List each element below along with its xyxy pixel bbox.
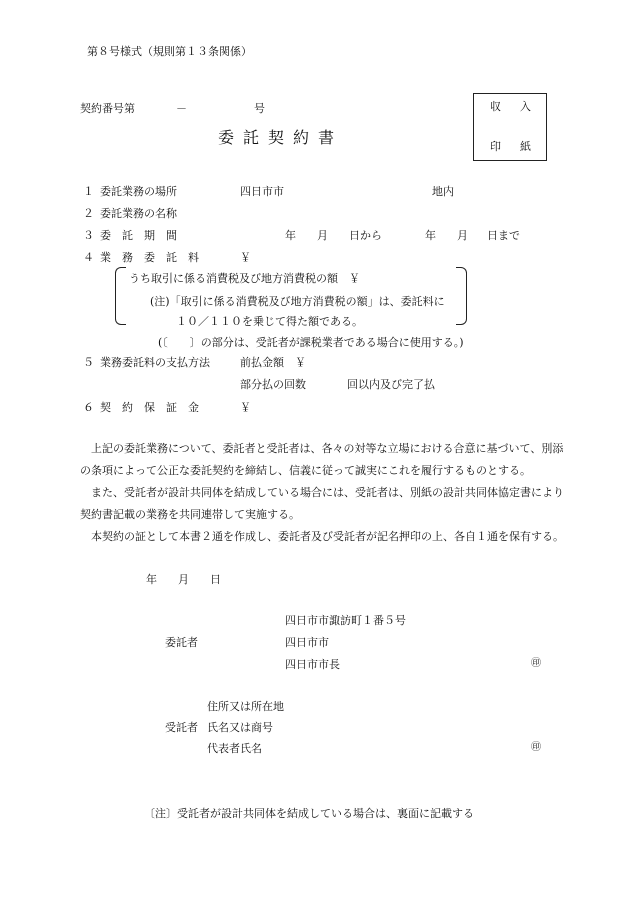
consignor-label: 委託者 [165,636,198,649]
consignor-address: 四日市市諏訪町１番５号 [285,614,406,627]
item-label-location: 委託業務の場所 [100,185,177,198]
item-label-period: 委 託 期 間 [100,229,177,242]
date-day: 日 [210,573,221,586]
fee-yen-sign: ￥ [240,251,251,264]
prepayment-amount: 前払金額 ￥ [240,356,306,369]
tax-note-line-1: (注)「取引に係る消費税及び地方消費税の額」は、委託料に [150,295,445,308]
seal-mark: ㊞ [531,658,541,669]
consignee-address-label: 住所又は所在地 [207,700,284,713]
period-from: 日から [349,229,382,242]
stamp-char: 紙 [520,140,531,153]
contract-number-label: 契約番号第 [80,102,135,115]
item-number: ５ [83,356,94,369]
seal-mark: ㊞ [531,742,541,753]
item-label-payment: 業務委託料の支払方法 [100,356,210,369]
period-until: 日まで [487,229,520,242]
item-label-fee: 業 務 委 託 料 [100,251,199,264]
consignor-name: 四日市市 [285,636,329,649]
stamp-char: 収 [490,100,501,113]
tax-amount-line: うち取引に係る消費税及び地方消費税の額 ￥ [129,272,360,285]
tax-bracket-right [456,267,467,325]
item-number: １ [83,185,94,198]
body-text: 本契約の証として本書２通を作成し、委託者及び受託者が記名押印の上、各自１通を保有する。 [80,530,564,543]
document-title: 委託契約書 [218,128,344,147]
contract-number-dash: － [176,102,187,115]
consignee-name-label: 氏名又は商号 [207,721,273,734]
period-year-start: 年 [285,229,296,242]
deposit-yen-sign: ￥ [240,401,251,414]
consignee-label: 受託者 [165,721,198,734]
body-text: 契約書記載の業務を共同連帯して実施する。 [80,508,300,521]
stamp-char: 入 [520,100,531,113]
location-city: 四日市市 [240,185,284,198]
date-year: 年 [146,573,157,586]
partial-payment-count: 部分払の回数 [240,378,306,391]
contract-number-suffix: 号 [254,102,265,115]
body-text: また、受託者が設計共同体を結成している場合には、受託者は、別紙の設計共同体協定書により [80,486,564,499]
revenue-stamp-box [473,93,547,161]
consignor-mayor: 四日市市長 [285,658,340,671]
period-month-end: 月 [457,229,468,242]
date-month: 月 [178,573,189,586]
item-label-name: 委託業務の名称 [100,207,177,220]
consignee-rep-label: 代表者氏名 [207,742,262,755]
item-number: ４ [83,251,94,264]
stamp-char: 印 [490,140,501,153]
period-year-end: 年 [425,229,436,242]
period-month-start: 月 [317,229,328,242]
tax-note-line-2: １０／１１０を乗じて得た額である。 [176,315,363,328]
body-text: の条項によって公正な委託契約を締結し、信義に従って誠実にこれを履行するものとする。 [80,464,531,477]
footnote: 〔注〕受託者が設計共同体を結成している場合は、裏面に記載する [144,807,474,820]
item-number: ３ [83,229,94,242]
item-label-deposit: 契 約 保 証 金 [100,401,199,414]
item-number: ２ [83,207,94,220]
form-number: 第８号様式（規則第１３条関係） [87,45,252,58]
body-text: 上記の委託業務について、委託者と受託者は、各々の対等な立場における合意に基づいて、別添 [80,442,564,455]
partial-payment-times: 回以内及び完了払 [347,378,435,391]
item-number: ６ [83,401,94,414]
location-suffix: 地内 [432,185,454,198]
bracket-usage-note: (〔 〕の部分は、受託者が課税業者である場合に使用する。) [158,336,464,349]
tax-bracket-left [115,267,126,325]
